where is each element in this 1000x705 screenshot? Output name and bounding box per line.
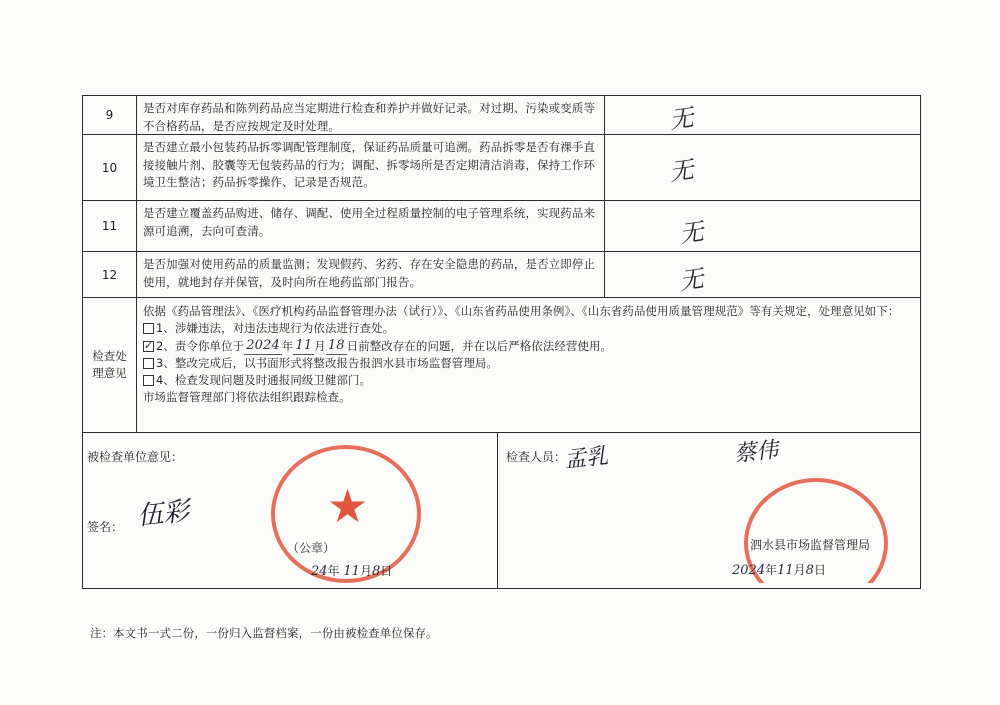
option-1 [143, 320, 914, 337]
checkbox [143, 375, 154, 386]
date-day: 8 [371, 564, 381, 579]
item-text: 是否建立最小包装药品拆零调配管理制度，保证药品质量可追溯。药品拆零是否有裸手直接接触片剂、胶囊等无包装药品的行为；调配、拆零场所是否定期清洁消毒，保持工作环境卫生整洁；药品拆零操作、记录是否规范。 [137, 135, 605, 200]
checkbox [143, 358, 154, 369]
date-month: 11 [343, 564, 360, 579]
item-result [605, 252, 920, 297]
opinion-body [137, 298, 920, 432]
item-result [605, 96, 920, 134]
date-year-suffix: 年 [765, 563, 778, 577]
option-text: 日前整改存在的问题，并在以后严格依法经营使用。 [346, 338, 613, 353]
opinion-basis: 依据《药品管理法》、《医疗机构药品监督管理办法（试行）》、《山东省药品使用条例》、《山东省药品使用质量管理规范》等有关规定，处理意见如下： [143, 304, 900, 318]
opinion-label [83, 298, 137, 432]
inspected-unit-cell [83, 433, 498, 588]
month-suffix: 月 [314, 338, 326, 353]
date-day-suffix: 日 [380, 564, 393, 578]
handwritten-signature-inspected: 伍彩 [135, 496, 191, 532]
year-suffix: 年 [281, 338, 294, 353]
option-text: 4、检查发现问题及时通报同级卫健部门。 [156, 373, 372, 387]
deadline-day: 18 [327, 338, 345, 353]
opinion-label-line: 理意见 [92, 366, 127, 380]
handwritten-result: 无 [677, 264, 706, 296]
table-row [83, 135, 920, 201]
option-3 [143, 355, 914, 372]
opinion-label-line: 检查处 [92, 349, 127, 363]
item-number: 11 [83, 201, 137, 251]
date-month-suffix: 月 [359, 564, 372, 578]
table-row [83, 96, 920, 135]
inspector-label: 检查人员： [506, 450, 567, 464]
handwritten-signature-inspector-2: 蔡伟 [733, 437, 780, 468]
date-year-suffix: 年 [327, 564, 340, 578]
option-text: 2、责令你单位于 [156, 338, 245, 353]
handwritten-result: 无 [677, 217, 706, 249]
date-day: 8 [805, 563, 814, 578]
item-result [605, 201, 920, 251]
inspector-date [732, 561, 826, 578]
option-text: 3、整改完成后，以书面形式将整改报告报泗水县市场监督管理局。 [156, 356, 499, 370]
item-number: 9 [83, 96, 137, 134]
option-text: 1、涉嫌违法，对违法违规行为依法进行查处。 [156, 321, 395, 335]
signature-row [83, 433, 920, 588]
inspector-cell [498, 433, 920, 588]
date-year: 2024 [732, 563, 766, 578]
opinion-row [83, 298, 920, 433]
seal-note: （公章） [287, 541, 336, 555]
seal-star-icon: ★ [327, 479, 369, 533]
date-year: 24 [311, 564, 328, 579]
date-day-suffix: 日 [813, 563, 826, 577]
deadline-month: 11 [295, 338, 313, 353]
item-result [605, 135, 920, 200]
item-text: 是否加强对使用药品的质量监测；发现假药、劣药、存在安全隐患的药品，是否立即停止使用，就地封存并保管，及时向所在地药监部门报告。 [137, 252, 605, 297]
item-text: 是否对库存药品和陈列药品应当定期进行检查和养护并做好记录。对过期、污染或变质等不合格药品，是否应按规定及时处理。 [137, 96, 605, 134]
inspection-table [82, 95, 921, 589]
opinion-closing: 市场监督管理部门将依法组织跟踪检查。 [143, 390, 351, 404]
agency-name: 泗水县市场监督管理局 [750, 538, 871, 552]
table-row [83, 252, 920, 298]
item-text: 是否建立覆盖药品购进、储存、调配、使用全过程质量控制的电子管理系统，实现药品来源可追溯，去向可查清。 [137, 201, 605, 251]
inspected-date [311, 562, 392, 579]
handwritten-result: 无 [667, 103, 696, 135]
sign-label: 签名： [87, 520, 124, 534]
footnote: 注：本文书一式二份，一份归入监督档案，一份由被检查单位保存。 [90, 626, 438, 640]
handwritten-result: 无 [667, 155, 696, 187]
checkbox [143, 323, 154, 334]
table-row [83, 201, 920, 252]
item-number: 12 [83, 252, 137, 297]
date-month-suffix: 月 [793, 563, 806, 577]
checkbox-checked [143, 341, 154, 352]
handwritten-signature-inspector-1: 孟乳 [563, 443, 610, 474]
option-2 [143, 337, 914, 355]
deadline-year: 2024 [246, 338, 280, 353]
inspected-unit-label: 被检查单位意见： [87, 450, 184, 464]
option-4 [143, 372, 914, 389]
date-month: 11 [777, 563, 794, 578]
item-number: 10 [83, 135, 137, 200]
